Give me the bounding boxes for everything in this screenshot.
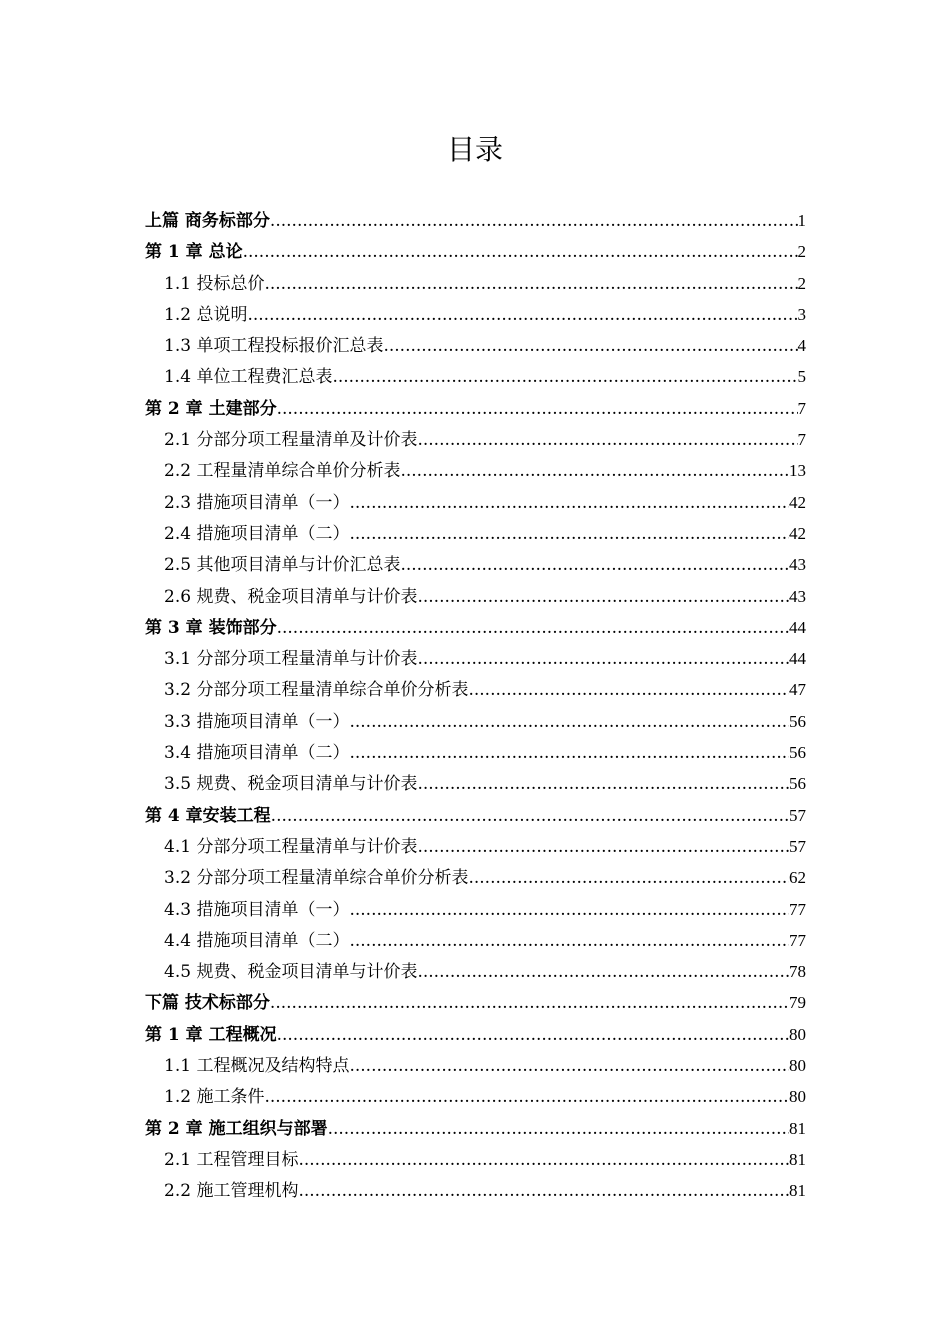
toc-page-number: 43 — [789, 586, 806, 606]
toc-page-number: 43 — [789, 555, 806, 575]
toc-page-number: 80 — [789, 1024, 806, 1044]
toc-heading-entry[interactable] — [145, 237, 806, 268]
toc-entry-label: 2.5 其他项目清单与计价汇总表 — [164, 555, 401, 576]
toc-subentry[interactable] — [145, 269, 806, 300]
toc-entry-label: 第 2 章 土建部分 — [145, 398, 277, 419]
toc-subentry[interactable] — [145, 362, 806, 393]
toc-page-number: 42 — [789, 523, 806, 543]
toc-page-number: 80 — [789, 1087, 806, 1107]
toc-dot-leader — [417, 962, 789, 982]
toc-entry-label: 4.1 分部分项工程量清单与计价表 — [164, 836, 418, 857]
toc-entry-label: 3.1 分部分项工程量清单与计价表 — [164, 649, 418, 670]
toc-entry-label: 2.1 工程管理目标 — [164, 1149, 299, 1170]
toc-entry-label: 4.4 措施项目清单（二） — [164, 930, 350, 951]
toc-entry-label: 1.1 工程概况及结构特点 — [164, 1056, 350, 1077]
toc-subentry[interactable] — [145, 957, 806, 988]
page-title: 目录 — [446, 133, 503, 166]
table-of-contents — [145, 206, 806, 1208]
toc-heading-entry[interactable] — [145, 1114, 806, 1145]
toc-entry-label: 2.2 工程量清单综合单价分析表 — [164, 461, 401, 482]
toc-subentry[interactable] — [145, 738, 806, 769]
toc-dot-leader — [417, 774, 789, 794]
toc-entry-label: 1.1 投标总价 — [164, 273, 265, 294]
toc-entry-label: 1.2 总说明 — [164, 304, 248, 325]
toc-page-number: 56 — [789, 774, 806, 794]
toc-subentry[interactable] — [145, 895, 806, 926]
toc-dot-leader — [264, 274, 797, 294]
toc-subentry[interactable] — [145, 644, 806, 675]
toc-dot-leader — [277, 618, 789, 638]
toc-dot-leader — [349, 900, 789, 920]
toc-dot-leader — [349, 931, 789, 951]
toc-dot-leader — [468, 868, 789, 888]
toc-subentry[interactable] — [145, 675, 806, 706]
toc-page-number: 42 — [789, 492, 806, 512]
toc-page-number: 62 — [789, 868, 806, 888]
toc-subentry[interactable] — [145, 331, 806, 362]
toc-dot-leader — [243, 242, 798, 262]
toc-entry-label: 下篇 技术标部分 — [145, 993, 270, 1014]
toc-subentry[interactable] — [145, 456, 806, 487]
toc-dot-leader — [349, 743, 789, 763]
toc-heading-entry[interactable] — [145, 613, 806, 644]
toc-dot-leader — [270, 211, 798, 231]
toc-subentry[interactable] — [145, 1082, 806, 1113]
toc-page-number: 81 — [789, 1149, 806, 1169]
toc-page-number: 1 — [797, 211, 806, 230]
toc-page-number: 5 — [797, 367, 806, 387]
toc-entry-label: 3.4 措施项目清单（二） — [164, 743, 350, 764]
toc-page-number: 7 — [797, 398, 806, 418]
toc-entry-label: 第 1 章 总论 — [145, 242, 243, 263]
toc-dot-leader — [400, 461, 789, 481]
toc-entry-label: 3.5 规费、税金项目清单与计价表 — [164, 774, 418, 795]
toc-subentry[interactable] — [145, 832, 806, 863]
toc-page-number: 57 — [789, 805, 806, 825]
toc-heading-entry[interactable] — [145, 206, 806, 237]
toc-subentry[interactable] — [145, 488, 806, 519]
toc-page-number: 3 — [797, 304, 806, 324]
toc-subentry[interactable] — [145, 519, 806, 550]
toc-subentry[interactable] — [145, 1051, 806, 1082]
toc-dot-leader — [277, 1025, 789, 1045]
toc-dot-leader — [349, 493, 789, 513]
toc-page-number: 57 — [789, 836, 806, 856]
toc-entry-label: 3.2 分部分项工程量清单综合单价分析表 — [164, 680, 469, 701]
toc-subentry[interactable] — [145, 425, 806, 456]
toc-dot-leader — [270, 993, 789, 1013]
toc-entry-label: 2.6 规费、税金项目清单与计价表 — [164, 586, 418, 607]
toc-heading-entry[interactable] — [145, 1020, 806, 1051]
toc-page-number: 56 — [789, 743, 806, 763]
toc-page-number: 80 — [789, 1056, 806, 1076]
toc-entry-label: 2.2 施工管理机构 — [164, 1181, 299, 1202]
toc-dot-leader — [298, 1181, 789, 1201]
toc-subentry[interactable] — [145, 582, 806, 613]
toc-entry-label: 4.5 规费、税金项目清单与计价表 — [164, 962, 418, 983]
toc-subentry[interactable] — [145, 769, 806, 800]
toc-dot-leader — [349, 524, 789, 544]
toc-page-number: 81 — [789, 1181, 806, 1201]
toc-entry-label: 3.2 分部分项工程量清单综合单价分析表 — [164, 868, 469, 889]
toc-page-number: 79 — [789, 993, 806, 1013]
toc-dot-leader — [417, 649, 789, 669]
toc-entry-label: 第 3 章 装饰部分 — [145, 617, 277, 638]
toc-page-number: 2 — [797, 242, 806, 262]
toc-dot-leader — [328, 1119, 789, 1139]
toc-dot-leader — [417, 587, 789, 607]
toc-page-number: 56 — [789, 711, 806, 731]
toc-page-number: 4 — [797, 336, 806, 356]
toc-page-number: 77 — [789, 930, 806, 950]
toc-entry-label: 1.3 单项工程投标报价汇总表 — [164, 336, 384, 357]
toc-dot-leader — [271, 806, 789, 826]
toc-entry-label: 1.4 单位工程费汇总表 — [164, 367, 333, 388]
toc-dot-leader — [298, 1150, 789, 1170]
toc-page-number: 13 — [789, 461, 806, 481]
toc-entry-label: 4.3 措施项目清单（一） — [164, 899, 350, 920]
toc-heading-entry[interactable] — [145, 988, 806, 1019]
toc-dot-leader — [417, 837, 789, 857]
toc-entry-label: 第 1 章 工程概况 — [145, 1024, 277, 1045]
toc-page-number: 7 — [797, 430, 806, 450]
toc-dot-leader — [383, 336, 797, 356]
toc-entry-label: 1.2 施工条件 — [164, 1087, 265, 1108]
toc-entry-label: 第 4 章安装工程 — [145, 805, 271, 826]
toc-heading-entry[interactable] — [145, 394, 806, 425]
toc-subentry[interactable] — [145, 926, 806, 957]
toc-subentry[interactable] — [145, 300, 806, 331]
toc-subentry[interactable] — [145, 550, 806, 581]
toc-page-number: 44 — [789, 649, 806, 669]
toc-entry-label: 上篇 商务标部分 — [145, 211, 270, 231]
toc-entry-label: 2.1 分部分项工程量清单及计价表 — [164, 430, 418, 451]
toc-dot-leader — [349, 712, 789, 732]
toc-page-number: 44 — [789, 617, 806, 637]
toc-dot-leader — [247, 305, 797, 325]
toc-dot-leader — [468, 680, 789, 700]
toc-dot-leader — [417, 430, 797, 450]
toc-heading-entry[interactable] — [145, 801, 806, 832]
toc-subentry[interactable] — [145, 707, 806, 738]
toc-page-number: 47 — [789, 680, 806, 700]
toc-entry-label: 2.4 措施项目清单（二） — [164, 523, 350, 544]
toc-page-number: 2 — [797, 273, 806, 293]
toc-entry-label: 2.3 措施项目清单（一） — [164, 492, 350, 513]
toc-entry-label: 第 2 章 施工组织与部署 — [145, 1118, 328, 1139]
toc-dot-leader — [277, 399, 798, 419]
toc-dot-leader — [332, 367, 797, 387]
toc-page-number: 81 — [789, 1118, 806, 1138]
toc-dot-leader — [349, 1056, 789, 1076]
toc-entry-label: 3.3 措施项目清单（一） — [164, 711, 350, 732]
toc-subentry[interactable] — [145, 1176, 806, 1207]
toc-dot-leader — [400, 555, 789, 575]
toc-subentry[interactable] — [145, 863, 806, 894]
toc-subentry[interactable] — [145, 1145, 806, 1176]
toc-page-number: 78 — [789, 962, 806, 982]
toc-page-number: 77 — [789, 899, 806, 919]
toc-dot-leader — [264, 1087, 789, 1107]
